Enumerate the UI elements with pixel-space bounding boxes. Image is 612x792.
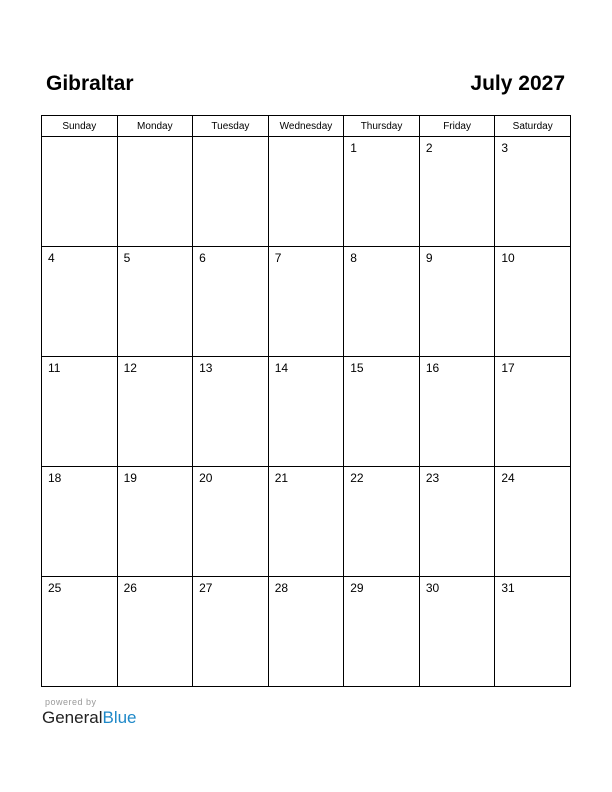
day-cell <box>419 247 495 357</box>
day-number <box>193 137 268 141</box>
day-number: 21 <box>274 471 289 485</box>
day-number: 18 <box>48 471 62 485</box>
day-cell <box>495 357 571 467</box>
day-number: 19 <box>123 471 137 485</box>
day-number: 12 <box>123 361 137 375</box>
day-number: 2 <box>425 141 433 155</box>
day-cell <box>344 357 420 467</box>
day-cell <box>495 467 571 577</box>
day-cell <box>495 247 571 357</box>
day-number: 9 <box>425 251 433 265</box>
region-title: Gibraltar <box>46 72 134 95</box>
day-cell <box>193 577 269 687</box>
day-number <box>42 137 117 141</box>
week-row <box>42 137 571 247</box>
day-number: 24 <box>501 471 515 485</box>
day-cell <box>268 137 344 247</box>
week-row <box>42 577 571 687</box>
day-cell <box>268 577 344 687</box>
day-cell <box>419 137 495 247</box>
day-number: 13 <box>199 361 213 375</box>
day-cell <box>193 137 269 247</box>
day-number: 8 <box>350 251 357 265</box>
day-number: 3 <box>501 141 509 155</box>
day-number: 23 <box>425 471 440 485</box>
day-cell <box>344 467 420 577</box>
day-cell <box>193 357 269 467</box>
day-cell <box>495 137 571 247</box>
day-number <box>118 137 193 141</box>
day-number: 20 <box>199 471 213 485</box>
day-cell <box>42 137 118 247</box>
day-number: 11 <box>48 361 61 375</box>
day-cell <box>193 247 269 357</box>
day-cell <box>268 357 344 467</box>
day-number: 17 <box>501 361 515 375</box>
day-cell <box>344 137 420 247</box>
brand-logo-blue: Blue <box>102 708 137 727</box>
day-cell <box>268 247 344 357</box>
day-cell <box>42 467 118 577</box>
day-cell <box>42 357 118 467</box>
weekday-header-tuesday: Tuesday <box>193 116 269 137</box>
day-number: 28 <box>274 581 289 595</box>
day-cell <box>42 247 118 357</box>
day-number: 29 <box>350 581 364 595</box>
day-number: 15 <box>350 361 364 375</box>
day-cell <box>344 247 420 357</box>
day-cell <box>117 577 193 687</box>
day-cell <box>419 577 495 687</box>
day-number: 16 <box>425 361 440 375</box>
day-number: 31 <box>501 581 515 595</box>
day-cell <box>419 357 495 467</box>
brand-logo-general: General <box>42 708 103 727</box>
day-cell <box>268 467 344 577</box>
day-number: 26 <box>123 581 137 595</box>
day-number: 1 <box>350 141 357 155</box>
month-year-title: July 2027 <box>470 72 565 95</box>
week-row <box>42 467 571 577</box>
day-cell <box>117 467 193 577</box>
day-cell <box>117 357 193 467</box>
day-cell <box>419 467 495 577</box>
day-number: 7 <box>274 251 282 265</box>
day-number: 22 <box>350 471 364 485</box>
weekday-header-friday: Friday <box>419 116 495 137</box>
weekday-header-thursday: Thursday <box>344 116 420 137</box>
weekday-header-wednesday: Wednesday <box>268 116 344 137</box>
day-number: 25 <box>48 581 62 595</box>
weekday-header-monday: Monday <box>117 116 193 137</box>
day-cell <box>193 467 269 577</box>
powered-by-text: powered by <box>45 697 97 707</box>
day-cell <box>495 577 571 687</box>
weekday-header-sunday: Sunday <box>42 116 118 137</box>
day-cell <box>117 137 193 247</box>
day-number: 4 <box>48 251 55 265</box>
day-number: 10 <box>501 251 515 265</box>
calendar-grid <box>41 115 571 687</box>
day-cell <box>117 247 193 357</box>
day-number: 6 <box>199 251 206 265</box>
day-number: 14 <box>274 361 289 375</box>
day-number: 30 <box>425 581 440 595</box>
day-cell <box>344 577 420 687</box>
brand-logo[interactable] <box>42 708 137 728</box>
day-number: 5 <box>123 251 131 265</box>
weekday-header-saturday: Saturday <box>495 116 571 137</box>
day-number: 27 <box>199 581 213 595</box>
day-cell <box>42 577 118 687</box>
week-row <box>42 357 571 467</box>
day-number <box>269 137 344 141</box>
week-row <box>42 247 571 357</box>
weekday-header-row <box>42 116 571 137</box>
